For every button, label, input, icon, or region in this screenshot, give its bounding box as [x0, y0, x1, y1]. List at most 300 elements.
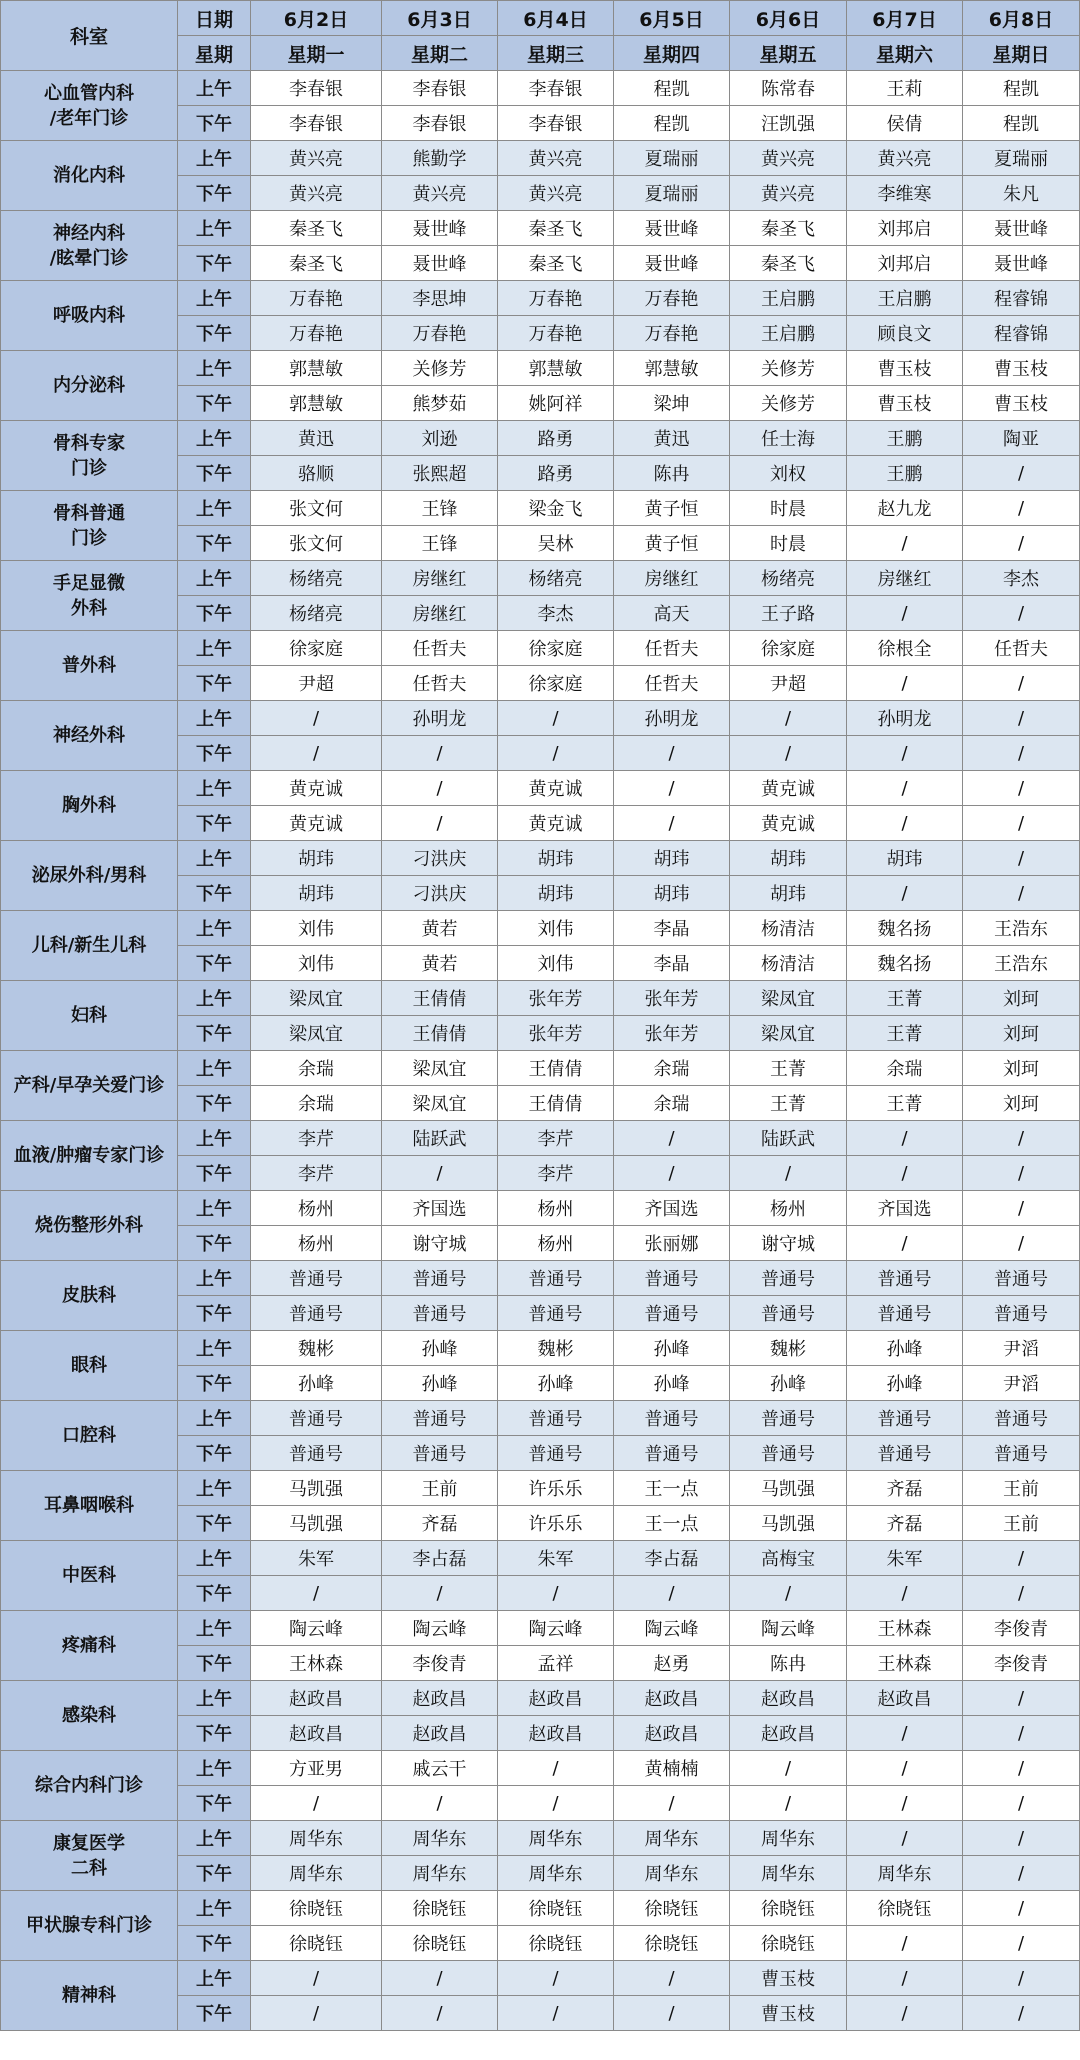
department-name-line: 耳鼻咽喉科 — [44, 1495, 134, 1516]
date-header: 6月7日 — [847, 1, 963, 36]
doctor-cell: / — [963, 1576, 1080, 1611]
doctor-cell: 梁凤宜 — [382, 1051, 498, 1086]
department-name — [1, 1191, 178, 1261]
doctor-cell: 王浩东 — [963, 911, 1080, 946]
time-slot-label: 下午 — [178, 1856, 251, 1891]
doctor-cell: / — [963, 701, 1080, 736]
doctor-cell: 孙明龙 — [847, 701, 963, 736]
time-slot-label: 下午 — [178, 1296, 251, 1331]
doctor-cell: 王锋 — [382, 526, 498, 561]
department-name — [1, 211, 178, 281]
date-row-label: 日期 — [178, 1, 251, 36]
department-name — [1, 561, 178, 631]
doctor-cell: / — [963, 456, 1080, 491]
table-row — [1, 1681, 1080, 1716]
doctor-cell: 黄兴亮 — [730, 141, 847, 176]
doctor-cell: 曹玉枝 — [730, 1961, 847, 1996]
doctor-cell: 李春银 — [251, 106, 382, 141]
doctor-cell: 黄兴亮 — [498, 176, 614, 211]
doctor-cell: 房继红 — [382, 596, 498, 631]
doctor-cell: 朱军 — [847, 1541, 963, 1576]
doctor-cell: 孟祥 — [498, 1646, 614, 1681]
doctor-cell: 黄迅 — [251, 421, 382, 456]
doctor-cell: 李俊青 — [963, 1611, 1080, 1646]
doctor-cell: 王启鹏 — [730, 281, 847, 316]
dept-column-header: 科室 — [1, 1, 178, 71]
doctor-cell: 普通号 — [251, 1296, 382, 1331]
doctor-cell: / — [614, 806, 730, 841]
doctor-cell: 王菁 — [847, 1086, 963, 1121]
doctor-cell: / — [382, 1156, 498, 1191]
doctor-cell: 齐国选 — [614, 1191, 730, 1226]
doctor-cell: / — [963, 1541, 1080, 1576]
doctor-cell: 李维寒 — [847, 176, 963, 211]
doctor-cell: 徐晓钰 — [251, 1926, 382, 1961]
time-slot-label: 上午 — [178, 1821, 251, 1856]
doctor-cell: / — [963, 1681, 1080, 1716]
doctor-cell: 黄兴亮 — [498, 141, 614, 176]
doctor-cell: 黄克诚 — [498, 806, 614, 841]
doctor-cell: 周华东 — [614, 1856, 730, 1891]
time-slot-label: 上午 — [178, 701, 251, 736]
doctor-cell: 周华东 — [498, 1856, 614, 1891]
department-name — [1, 1261, 178, 1331]
doctor-cell: / — [963, 666, 1080, 701]
doctor-cell: / — [382, 806, 498, 841]
table-row — [1, 701, 1080, 736]
doctor-cell: 陶云峰 — [730, 1611, 847, 1646]
doctor-cell: 李杰 — [963, 561, 1080, 596]
doctor-cell: 杨绪亮 — [498, 561, 614, 596]
doctor-cell: 杨绪亮 — [730, 561, 847, 596]
doctor-cell: / — [847, 1996, 963, 2031]
date-header: 6月6日 — [730, 1, 847, 36]
table-row — [1, 1821, 1080, 1856]
doctor-cell: / — [963, 1821, 1080, 1856]
doctor-cell: 梁凤宜 — [730, 981, 847, 1016]
doctor-cell: / — [251, 1576, 382, 1611]
doctor-cell: / — [614, 1156, 730, 1191]
doctor-cell: / — [847, 1926, 963, 1961]
doctor-cell: 谢守城 — [730, 1226, 847, 1261]
doctor-cell: 余瑞 — [847, 1051, 963, 1086]
doctor-cell: 黄兴亮 — [251, 141, 382, 176]
doctor-cell: 孙峰 — [382, 1331, 498, 1366]
department-name-line: 中医科 — [62, 1565, 116, 1586]
doctor-cell: 李春银 — [382, 71, 498, 106]
department-name-line: /眩晕门诊 — [49, 247, 129, 269]
table-row — [1, 141, 1080, 176]
doctor-cell: 刁洪庆 — [382, 841, 498, 876]
time-slot-label: 下午 — [178, 456, 251, 491]
department-name — [1, 351, 178, 421]
department-name-line: 消化内科 — [53, 165, 125, 186]
department-name-line: 皮肤科 — [62, 1285, 116, 1306]
time-slot-label: 下午 — [178, 806, 251, 841]
doctor-cell: 普通号 — [730, 1296, 847, 1331]
doctor-cell: 普通号 — [382, 1436, 498, 1471]
doctor-cell: 王林森 — [847, 1611, 963, 1646]
doctor-cell: / — [963, 841, 1080, 876]
doctor-cell: 赵政昌 — [614, 1681, 730, 1716]
doctor-cell: 张年芳 — [498, 981, 614, 1016]
doctor-cell: 陈冉 — [614, 456, 730, 491]
doctor-cell: 黄若 — [382, 946, 498, 981]
department-name — [1, 1541, 178, 1611]
doctor-cell: / — [730, 736, 847, 771]
doctor-cell: 普通号 — [963, 1296, 1080, 1331]
doctor-cell: 任哲夫 — [614, 631, 730, 666]
doctor-cell: 聂世峰 — [963, 211, 1080, 246]
table-row — [1, 561, 1080, 596]
doctor-cell: 普通号 — [251, 1401, 382, 1436]
department-name-line: 甲状腺专科门诊 — [26, 1915, 152, 1936]
department-name-line: 感染科 — [62, 1705, 116, 1726]
doctor-cell: 万春艳 — [614, 316, 730, 351]
doctor-cell: 刘伟 — [498, 911, 614, 946]
doctor-cell: / — [847, 1226, 963, 1261]
doctor-cell: / — [614, 1786, 730, 1821]
doctor-cell: 关修芳 — [730, 351, 847, 386]
department-name-line: 门诊 — [71, 527, 107, 549]
doctor-cell: 胡玮 — [498, 841, 614, 876]
doctor-cell: 黄兴亮 — [847, 141, 963, 176]
doctor-cell: / — [847, 1751, 963, 1786]
table-row — [1, 1961, 1080, 1996]
doctor-cell: / — [963, 876, 1080, 911]
doctor-cell: / — [847, 1121, 963, 1156]
doctor-cell: 胡玮 — [730, 841, 847, 876]
doctor-cell: / — [251, 701, 382, 736]
doctor-cell: 尹滔 — [963, 1331, 1080, 1366]
time-slot-label: 下午 — [178, 1366, 251, 1401]
doctor-cell: 李俊青 — [382, 1646, 498, 1681]
doctor-cell: 程睿锦 — [963, 281, 1080, 316]
doctor-cell: 徐家庭 — [730, 631, 847, 666]
weekday-header: 星期一 — [251, 36, 382, 71]
department-name — [1, 1891, 178, 1961]
doctor-cell: 孙峰 — [382, 1366, 498, 1401]
doctor-cell: 聂世峰 — [963, 246, 1080, 281]
department-name — [1, 1821, 178, 1891]
doctor-cell: 王倩倩 — [498, 1051, 614, 1086]
time-slot-label: 上午 — [178, 1191, 251, 1226]
doctor-cell: 李春银 — [498, 106, 614, 141]
doctor-cell: 胡玮 — [498, 876, 614, 911]
doctor-cell: 周华东 — [730, 1856, 847, 1891]
doctor-cell: 李晶 — [614, 911, 730, 946]
doctor-cell: 梁凤宜 — [251, 981, 382, 1016]
doctor-cell: 陶云峰 — [498, 1611, 614, 1646]
doctor-cell: / — [963, 1891, 1080, 1926]
department-name-line: 心血管内科 — [44, 82, 134, 104]
doctor-cell: 王一点 — [614, 1506, 730, 1541]
doctor-cell: 李晶 — [614, 946, 730, 981]
doctor-cell: / — [382, 736, 498, 771]
doctor-cell: / — [847, 1716, 963, 1751]
doctor-cell: 普通号 — [614, 1296, 730, 1331]
doctor-cell: 杨绪亮 — [251, 596, 382, 631]
doctor-cell: / — [847, 1786, 963, 1821]
doctor-cell: 任士海 — [730, 421, 847, 456]
doctor-cell: / — [382, 1961, 498, 1996]
doctor-cell: 普通号 — [730, 1401, 847, 1436]
doctor-cell: 黄克诚 — [730, 806, 847, 841]
doctor-cell: 聂世峰 — [614, 211, 730, 246]
doctor-cell: 王启鹏 — [847, 281, 963, 316]
doctor-cell: 杨州 — [498, 1191, 614, 1226]
doctor-cell: / — [498, 1576, 614, 1611]
doctor-cell: / — [963, 1716, 1080, 1751]
time-slot-label: 下午 — [178, 876, 251, 911]
doctor-cell: 黄迅 — [614, 421, 730, 456]
doctor-cell: 秦圣飞 — [730, 246, 847, 281]
doctor-cell: 王前 — [382, 1471, 498, 1506]
doctor-cell: 普通号 — [498, 1261, 614, 1296]
department-name-line: 内分泌科 — [53, 375, 125, 396]
time-slot-label: 下午 — [178, 1786, 251, 1821]
doctor-cell: / — [498, 701, 614, 736]
doctor-cell: 陶云峰 — [382, 1611, 498, 1646]
doctor-cell: 魏名扬 — [847, 946, 963, 981]
department-name — [1, 1121, 178, 1191]
doctor-cell: / — [614, 771, 730, 806]
department-name-line: 妇科 — [71, 1005, 107, 1026]
date-header: 6月2日 — [251, 1, 382, 36]
doctor-cell: 曹玉枝 — [730, 1996, 847, 2031]
doctor-cell: / — [847, 771, 963, 806]
table-row — [1, 1331, 1080, 1366]
doctor-cell: / — [251, 736, 382, 771]
doctor-cell: / — [847, 666, 963, 701]
doctor-cell: 万春艳 — [382, 316, 498, 351]
time-slot-label: 下午 — [178, 246, 251, 281]
doctor-cell: 王林森 — [847, 1646, 963, 1681]
doctor-cell: 马凯强 — [730, 1471, 847, 1506]
doctor-cell: / — [847, 1156, 963, 1191]
doctor-cell: 任哲夫 — [382, 631, 498, 666]
time-slot-label: 上午 — [178, 1891, 251, 1926]
department-name — [1, 281, 178, 351]
department-name-line: 泌尿外科/男科 — [31, 865, 147, 886]
doctor-cell: 魏名扬 — [847, 911, 963, 946]
doctor-cell: 侯倩 — [847, 106, 963, 141]
doctor-cell: 刘珂 — [963, 1086, 1080, 1121]
time-slot-label: 下午 — [178, 1226, 251, 1261]
doctor-cell: 马凯强 — [730, 1506, 847, 1541]
doctor-cell: 黄兴亮 — [382, 176, 498, 211]
time-slot-label: 下午 — [178, 1156, 251, 1191]
doctor-cell: 张年芳 — [614, 981, 730, 1016]
doctor-cell: 任哲夫 — [382, 666, 498, 701]
department-name — [1, 911, 178, 981]
doctor-cell: 周华东 — [498, 1821, 614, 1856]
doctor-cell: 普通号 — [730, 1436, 847, 1471]
table-row — [1, 351, 1080, 386]
doctor-cell: / — [963, 1751, 1080, 1786]
doctor-cell: 黄克诚 — [251, 771, 382, 806]
department-name — [1, 1471, 178, 1541]
doctor-cell: 王倩倩 — [498, 1086, 614, 1121]
doctor-cell: 孙峰 — [847, 1366, 963, 1401]
doctor-cell: 夏瑞丽 — [963, 141, 1080, 176]
time-slot-label: 上午 — [178, 631, 251, 666]
doctor-cell: 陶云峰 — [614, 1611, 730, 1646]
department-name-line: 普外科 — [62, 655, 116, 676]
doctor-cell: / — [963, 1191, 1080, 1226]
doctor-cell: 胡玮 — [251, 841, 382, 876]
doctor-cell: 路勇 — [498, 456, 614, 491]
doctor-cell: 顾良文 — [847, 316, 963, 351]
table-row — [1, 1891, 1080, 1926]
doctor-cell: 李思坤 — [382, 281, 498, 316]
department-name-line: 儿科/新生儿科 — [31, 935, 147, 956]
doctor-cell: 黄克诚 — [730, 771, 847, 806]
doctor-cell: / — [382, 1576, 498, 1611]
doctor-cell: 普通号 — [847, 1436, 963, 1471]
doctor-cell: / — [847, 526, 963, 561]
department-name — [1, 1681, 178, 1751]
doctor-cell: 赵政昌 — [251, 1716, 382, 1751]
doctor-cell: / — [847, 1961, 963, 1996]
doctor-cell: / — [251, 1786, 382, 1821]
doctor-cell: 刁洪庆 — [382, 876, 498, 911]
doctor-cell: 普通号 — [847, 1401, 963, 1436]
doctor-cell: 普通号 — [614, 1436, 730, 1471]
doctor-cell: / — [251, 1961, 382, 1996]
doctor-cell: 李占磊 — [614, 1541, 730, 1576]
doctor-cell: 梁凤宜 — [730, 1016, 847, 1051]
doctor-cell: 李芹 — [498, 1121, 614, 1156]
table-row — [1, 1401, 1080, 1436]
doctor-cell: / — [963, 736, 1080, 771]
doctor-cell: / — [382, 771, 498, 806]
doctor-cell: 张年芳 — [498, 1016, 614, 1051]
time-slot-label: 上午 — [178, 281, 251, 316]
doctor-cell: 胡玮 — [614, 841, 730, 876]
doctor-cell: / — [730, 701, 847, 736]
table-row — [1, 841, 1080, 876]
department-name — [1, 1961, 178, 2031]
doctor-cell: 普通号 — [382, 1296, 498, 1331]
department-name-line: 产科/早孕关爱门诊 — [13, 1075, 165, 1096]
table-row — [1, 281, 1080, 316]
time-slot-label: 下午 — [178, 946, 251, 981]
time-slot-label: 上午 — [178, 981, 251, 1016]
department-name-line: 神经外科 — [53, 725, 125, 746]
department-name-line: 手足显微 — [53, 572, 125, 594]
doctor-cell: 普通号 — [498, 1296, 614, 1331]
doctor-cell: 周华东 — [251, 1856, 382, 1891]
doctor-cell: / — [847, 806, 963, 841]
doctor-cell: / — [498, 1996, 614, 2031]
table-row — [1, 631, 1080, 666]
doctor-cell: 普通号 — [498, 1401, 614, 1436]
department-name-line: 神经内科 — [53, 222, 125, 244]
doctor-cell: 张年芳 — [614, 1016, 730, 1051]
doctor-cell: 余瑞 — [614, 1086, 730, 1121]
weekday-header: 星期日 — [963, 36, 1080, 71]
doctor-cell: 刘珂 — [963, 981, 1080, 1016]
doctor-cell: 秦圣飞 — [498, 211, 614, 246]
doctor-cell: / — [963, 1121, 1080, 1156]
doctor-cell: 梁凤宜 — [251, 1016, 382, 1051]
weekday-row-label: 星期 — [178, 36, 251, 71]
doctor-cell: 赵政昌 — [382, 1716, 498, 1751]
doctor-cell: 夏瑞丽 — [614, 141, 730, 176]
department-name — [1, 1051, 178, 1121]
doctor-cell: 魏彬 — [498, 1331, 614, 1366]
doctor-cell: / — [498, 1961, 614, 1996]
doctor-cell: 熊勤学 — [382, 141, 498, 176]
doctor-cell: 齐国选 — [847, 1191, 963, 1226]
doctor-cell: 孙峰 — [730, 1366, 847, 1401]
doctor-cell: 秦圣飞 — [251, 211, 382, 246]
weekday-header: 星期二 — [382, 36, 498, 71]
doctor-cell: 徐晓钰 — [614, 1891, 730, 1926]
time-slot-label: 上午 — [178, 1961, 251, 1996]
department-name-line: /老年门诊 — [49, 107, 129, 129]
doctor-cell: 杨清洁 — [730, 946, 847, 981]
doctor-cell: 王倩倩 — [382, 981, 498, 1016]
time-slot-label: 上午 — [178, 71, 251, 106]
doctor-cell: 周华东 — [614, 1821, 730, 1856]
doctor-cell: 余瑞 — [251, 1086, 382, 1121]
doctor-cell: 黄兴亮 — [251, 176, 382, 211]
doctor-cell: 郭慧敏 — [251, 386, 382, 421]
doctor-cell: 齐磊 — [847, 1506, 963, 1541]
doctor-cell: 普通号 — [382, 1401, 498, 1436]
doctor-cell: 李春银 — [382, 106, 498, 141]
doctor-cell: / — [963, 1856, 1080, 1891]
doctor-cell: 王菁 — [847, 981, 963, 1016]
date-header: 6月5日 — [614, 1, 730, 36]
doctor-cell: / — [963, 771, 1080, 806]
doctor-cell: 普通号 — [963, 1436, 1080, 1471]
table-row — [1, 1471, 1080, 1506]
doctor-cell: 普通号 — [963, 1401, 1080, 1436]
doctor-cell: / — [963, 596, 1080, 631]
time-slot-label: 下午 — [178, 1086, 251, 1121]
table-row — [1, 1751, 1080, 1786]
time-slot-label: 下午 — [178, 106, 251, 141]
doctor-cell: 曹玉枝 — [847, 351, 963, 386]
table-row — [1, 1541, 1080, 1576]
doctor-cell: 王林森 — [251, 1646, 382, 1681]
department-name — [1, 1751, 178, 1821]
doctor-cell: / — [847, 1576, 963, 1611]
doctor-cell: 赵政昌 — [251, 1681, 382, 1716]
department-name-line: 呼吸内科 — [53, 305, 125, 326]
doctor-cell: 陶云峰 — [251, 1611, 382, 1646]
doctor-cell: 杨州 — [498, 1226, 614, 1261]
doctor-cell: 聂世峰 — [382, 211, 498, 246]
time-slot-label: 下午 — [178, 666, 251, 701]
doctor-cell: 普通号 — [614, 1261, 730, 1296]
department-name-line: 口腔科 — [62, 1425, 116, 1446]
doctor-cell: 赵勇 — [614, 1646, 730, 1681]
doctor-cell: 刘邦启 — [847, 246, 963, 281]
doctor-cell: / — [847, 596, 963, 631]
doctor-cell: 黄兴亮 — [730, 176, 847, 211]
table-row — [1, 421, 1080, 456]
doctor-cell: 梁坤 — [614, 386, 730, 421]
weekday-header: 星期三 — [498, 36, 614, 71]
time-slot-label: 下午 — [178, 1436, 251, 1471]
date-header: 6月3日 — [382, 1, 498, 36]
department-name-line: 精神科 — [62, 1985, 116, 2006]
time-slot-label: 下午 — [178, 1506, 251, 1541]
